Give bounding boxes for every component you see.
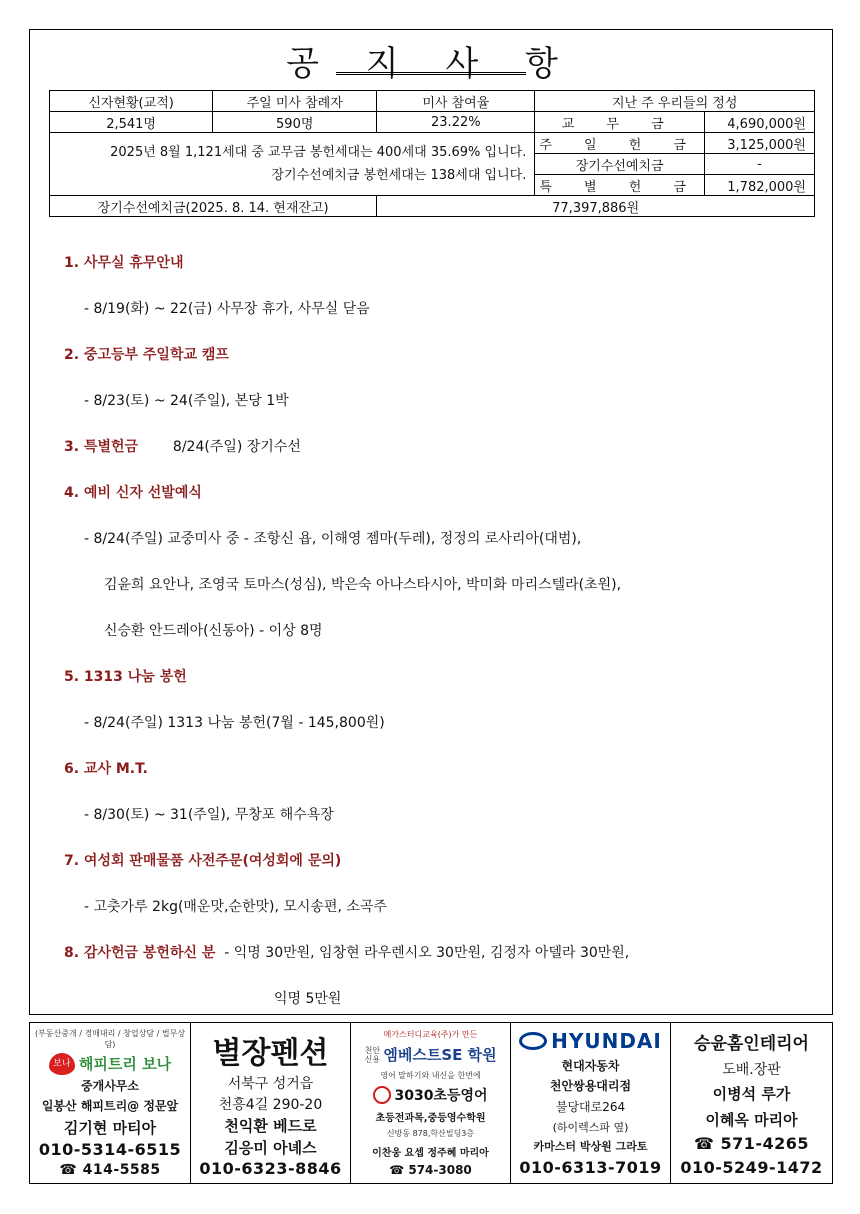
- ad-mobile: 010-5249-1472: [680, 1157, 823, 1177]
- item-heading-row: [64, 930, 804, 976]
- ad-address: 천흥4길 290-20: [218, 1096, 323, 1113]
- value-members: 2,541명: [50, 112, 213, 133]
- item-heading: 3. 특별헌금: [64, 439, 139, 455]
- item-detail: - 8/30(토) ~ 31(주일), 무창포 해수욕장: [84, 807, 334, 823]
- ad-mobile: 010-6313-7019: [519, 1158, 662, 1178]
- header-attendance: 주일 미사 참례자: [213, 91, 377, 112]
- ad-person: 이혜옥 마리아: [705, 1110, 798, 1129]
- hyundai-emblem-icon: [519, 1032, 547, 1050]
- offering-label: 특 별 헌 금: [535, 175, 705, 196]
- ad-name: 천안쌍용대리점: [549, 1079, 632, 1094]
- ad-pension: [191, 1023, 351, 1183]
- ad-brand: 엠베스트SE 학원: [383, 1046, 497, 1065]
- header-members: 신자현황(교적): [50, 91, 213, 112]
- offering-value: -: [704, 154, 814, 175]
- item-detail: - 8/24(주일) 1313 나눔 봉헌(7월 - 145,800원): [84, 715, 385, 731]
- ad-address: 신방동 878,학산빌딩3층: [386, 1129, 475, 1139]
- ad-logo-text: HYUNDAI: [551, 1028, 662, 1053]
- ad-slogan: 영어 말하기와 내신을 한번에: [380, 1070, 481, 1080]
- item-detail: - 고춧가루 2kg(매운맛,순한맛), 모시송편, 소곡주: [84, 899, 387, 915]
- ad-brand-prefix: 천안 신용: [364, 1045, 381, 1064]
- offering-value: 4,690,000원: [704, 112, 814, 133]
- ad-person: 카마스터 박상원 그라토: [533, 1140, 648, 1154]
- ad-interior: [671, 1023, 832, 1183]
- households-note: [50, 133, 535, 196]
- item-detail: - 8/19(화) ~ 22(금) 사무장 휴가, 사무실 닫음: [84, 301, 370, 317]
- ad-address: 불당대로264: [555, 1099, 626, 1114]
- ad-top: 메가스터디교육(주)가 만든: [383, 1030, 478, 1040]
- item-heading: 2. 중고등부 주일학교 캠프: [64, 347, 229, 363]
- heart-logo-icon: 보나: [49, 1053, 75, 1075]
- offering-value: 1,782,000원: [704, 175, 814, 196]
- sponsor-ads: [29, 1022, 833, 1184]
- ad-name: 현대자동차: [561, 1058, 620, 1073]
- stats-table: [49, 90, 815, 217]
- balance-value: 77,397,886원: [377, 196, 815, 217]
- value-attendance: 590명: [213, 112, 377, 133]
- page-title: 공 지 사 항: [286, 44, 576, 84]
- offering-label: 장기수선예치금: [535, 154, 705, 175]
- ad-academy: [351, 1023, 511, 1183]
- notice-items: [64, 240, 804, 1022]
- item-heading: 7. 여성회 판매물품 사전주문(여성회에 문의): [64, 853, 342, 869]
- ad-address: (하이렉스파 옆): [552, 1120, 629, 1134]
- value-rate: 23.22%: [377, 112, 535, 133]
- ad-address: 서북구 성거읍: [227, 1075, 314, 1092]
- ad-person: 이병석 루가: [712, 1085, 791, 1104]
- ad-mobile: 010-5314-6515: [38, 1140, 182, 1160]
- header-rate: 미사 참여율: [377, 91, 535, 112]
- households-note-line1: 2025년 8월 1,121세대 중 교무금 봉헌세대는 400세대 35.69% 입니다.: [110, 145, 527, 160]
- item-heading: 8. 감사헌금 봉헌하신 분: [64, 945, 216, 961]
- ad-realestate: [30, 1023, 191, 1183]
- ad-person: 김기현 마티아: [63, 1118, 157, 1137]
- item-heading-extra: 8/24(주일) 장기수선: [172, 439, 301, 455]
- ad-mobile: 010-6323-8846: [199, 1159, 342, 1179]
- balance-label: 장기수선예치금(2025. 8. 14. 현재잔고): [50, 196, 377, 217]
- item-heading-extra: - 익명 30만원, 임창현 라우렌시오 30만원, 김정자 아델라 30만원,: [224, 945, 630, 961]
- ad-phone: ☎ 414-5585: [59, 1161, 161, 1178]
- ad-person: 천익환 베드로: [224, 1117, 317, 1136]
- badge-circle-icon: [373, 1086, 391, 1104]
- notice-board: [29, 29, 833, 1015]
- item-detail: 익명 5만원: [274, 991, 342, 1007]
- offering-label: 주 일 헌 금: [535, 133, 705, 154]
- item-detail: 김윤희 요안나, 조영국 토마스(성심), 박은숙 아나스타시아, 박미화 마리스텔라(초원),: [104, 577, 622, 593]
- ad-phone: ☎ 574-3080: [389, 1162, 472, 1177]
- ad-person: 김응미 아녜스: [224, 1139, 317, 1158]
- ad-phone: ☎ 571-4265: [693, 1134, 810, 1154]
- ad-persons: 이찬웅 요셉 정주혜 마리아: [372, 1147, 489, 1159]
- ad-place: 일봉산 해피트리@ 정문앞: [41, 1098, 179, 1113]
- households-note-line2: 장기수선예치금 봉헌세대는 138세대 입니다.: [271, 168, 527, 183]
- item-detail: - 8/24(주일) 교중미사 중 - 조항신 욥, 이해영 젬마(두레), 정정의 로사리아(대범),: [84, 531, 582, 547]
- item-heading-row: [64, 424, 804, 470]
- offering-label: 교 무 금: [535, 112, 705, 133]
- offering-value: 3,125,000원: [704, 133, 814, 154]
- item-heading: 1. 사무실 휴무안내: [64, 255, 184, 271]
- ad-brand: 승윤홈인테리어: [694, 1034, 809, 1055]
- ad-sub: 도배.장판: [722, 1061, 781, 1078]
- item-detail: 신승환 안드레아(신동아) - 이상 8명: [104, 623, 323, 639]
- item-heading: 6. 교사 M.T.: [64, 761, 148, 777]
- ad-badge: 3030초등영어: [394, 1087, 488, 1104]
- ad-sub: 초등전과목,중등영수학원: [375, 1113, 486, 1125]
- item-detail: - 8/23(토) ~ 24(주일), 본당 1박: [84, 393, 289, 409]
- ad-brand: 별장펜션: [212, 1035, 329, 1071]
- title-underline: [336, 72, 526, 75]
- ad-sub: 중개사무소: [81, 1079, 139, 1094]
- header-offerings: 지난 주 우리들의 정성: [535, 91, 815, 112]
- ad-tagline: (부동산중개 / 경매대리 / 창업상담 / 법무상담): [34, 1029, 186, 1050]
- hyundai-logo: [519, 1029, 662, 1053]
- item-heading: 4. 예비 신자 선발예식: [64, 485, 202, 501]
- item-heading: 5. 1313 나눔 봉헌: [64, 669, 187, 685]
- ad-hyundai: [511, 1023, 671, 1183]
- ad-brand: 해피트리 보나: [78, 1055, 172, 1074]
